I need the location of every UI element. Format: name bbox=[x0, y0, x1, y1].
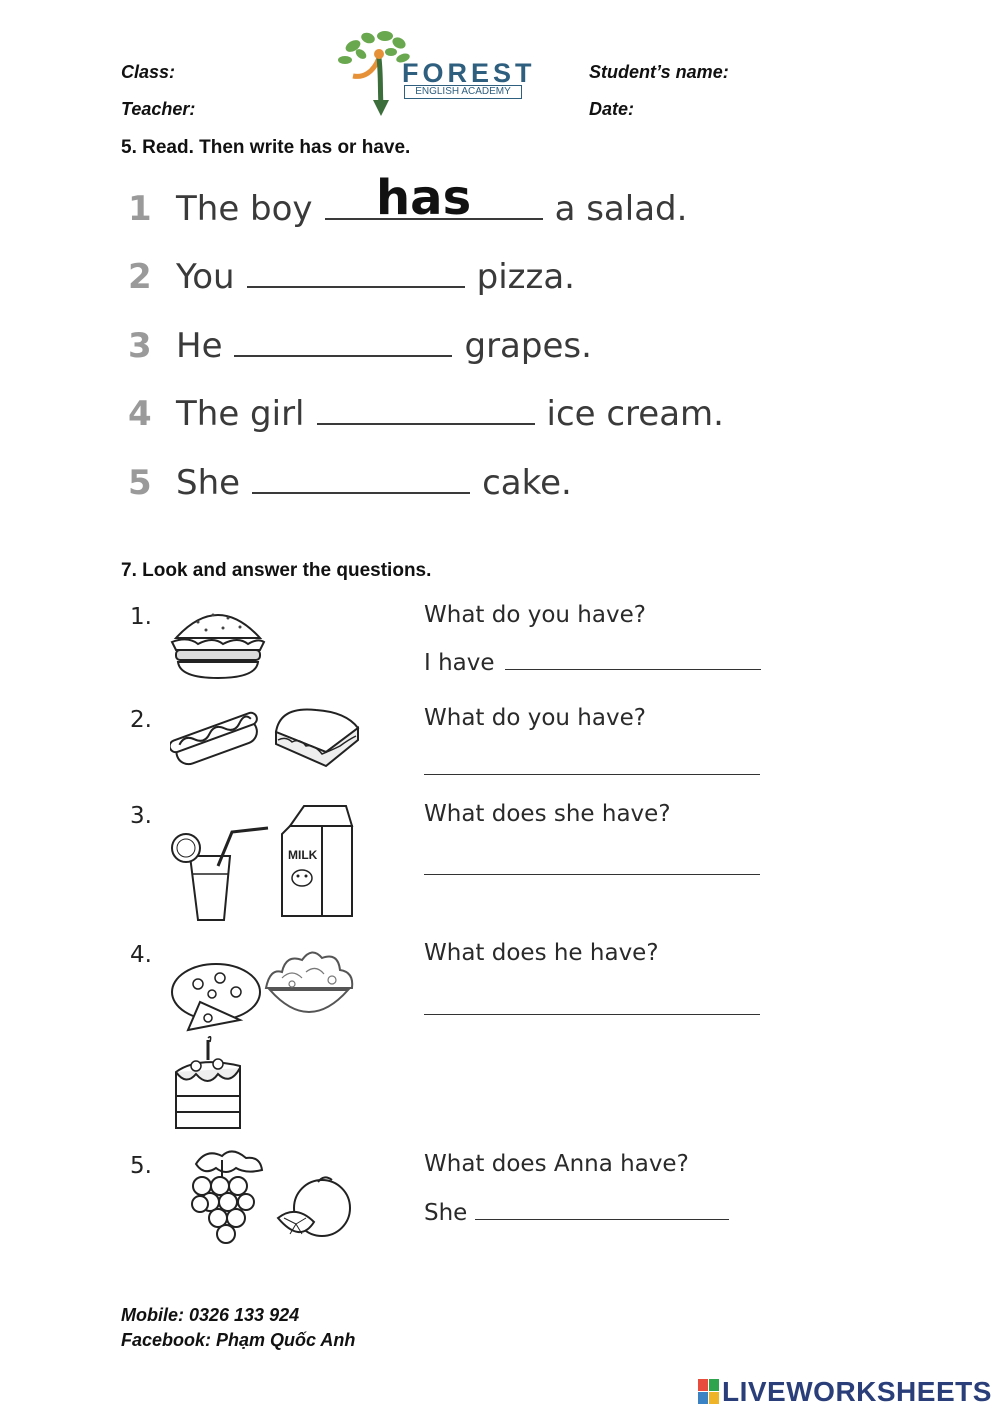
milk-label: MILK bbox=[288, 848, 318, 862]
question-number: 3. bbox=[130, 803, 152, 829]
answer-line[interactable] bbox=[424, 754, 760, 775]
burger-icon bbox=[168, 600, 268, 684]
sentence-text-before: He bbox=[176, 326, 223, 366]
answer-row bbox=[424, 649, 761, 676]
logo-title: FOREST bbox=[402, 58, 536, 88]
answer-line[interactable] bbox=[505, 649, 761, 670]
orange-icon bbox=[274, 1174, 354, 1248]
sentence-text-before: The girl bbox=[176, 394, 305, 434]
answer-line[interactable] bbox=[424, 994, 760, 1015]
liveworksheets-brand[interactable]: LIVEWORKSHEETS bbox=[722, 1376, 992, 1407]
answer-prefix: She bbox=[424, 1200, 468, 1226]
answer-blank[interactable] bbox=[317, 393, 535, 425]
answer-blank[interactable] bbox=[252, 462, 470, 494]
sentence-text-after: ice cream. bbox=[546, 394, 724, 434]
pizza-icon bbox=[168, 958, 264, 1034]
sentence-text-before: She bbox=[176, 463, 241, 503]
sentence-text-after: a salad. bbox=[554, 189, 688, 229]
class-label: Class: bbox=[121, 62, 176, 82]
grapes-icon bbox=[176, 1146, 268, 1248]
salad-icon bbox=[262, 938, 356, 1034]
student-name-label: Student’s name: bbox=[589, 62, 729, 82]
section5-title: 5. Read. Then write has or have. bbox=[121, 137, 411, 158]
lemonade-icon bbox=[168, 826, 272, 924]
answer-line[interactable] bbox=[475, 1199, 729, 1220]
sentence-number: 2 bbox=[128, 257, 152, 297]
sentence-4 bbox=[128, 393, 724, 434]
sentence-3 bbox=[128, 325, 592, 366]
section7-title: 7. Look and answer the questions. bbox=[121, 560, 432, 581]
question-text: What do you have? bbox=[424, 705, 646, 731]
question-number: 4. bbox=[130, 942, 152, 968]
teacher-label: Teacher: bbox=[121, 99, 196, 119]
sentence-number: 4 bbox=[128, 394, 152, 434]
liveworksheets-logo-icon bbox=[698, 1379, 720, 1405]
sentence-text-before: You bbox=[176, 257, 235, 297]
sentence-text-after: cake. bbox=[482, 463, 572, 503]
sentence-number: 5 bbox=[128, 463, 152, 503]
facebook-info: Facebook: Phạm Quốc Anh bbox=[121, 1330, 356, 1350]
sentence-number: 3 bbox=[128, 326, 152, 366]
answer-row bbox=[424, 754, 760, 775]
answer-line[interactable] bbox=[424, 854, 760, 875]
answer-row bbox=[424, 994, 760, 1015]
answer-prefix: I have bbox=[424, 650, 495, 676]
question-text: What does she have? bbox=[424, 801, 671, 827]
sandwich-icon bbox=[266, 702, 369, 775]
sentence-5 bbox=[128, 462, 572, 503]
hot-dog-icon bbox=[170, 708, 262, 772]
answer-row bbox=[424, 854, 760, 875]
cake-icon bbox=[168, 1036, 246, 1134]
question-number: 1. bbox=[130, 604, 152, 630]
sentence-text-after: grapes. bbox=[464, 326, 592, 366]
date-label: Date: bbox=[589, 99, 635, 119]
answer-blank[interactable] bbox=[247, 256, 465, 288]
milk-carton-icon bbox=[278, 804, 356, 920]
mobile-info: Mobile: 0326 133 924 bbox=[121, 1305, 300, 1325]
question-text: What does Anna have? bbox=[424, 1151, 689, 1177]
sentence-2 bbox=[128, 256, 575, 297]
question-text: What does he have? bbox=[424, 940, 659, 966]
sentence-number: 1 bbox=[128, 189, 152, 229]
sentence-text-before: The boy bbox=[176, 189, 313, 229]
question-text: What do you have? bbox=[424, 602, 646, 628]
answer-blank[interactable] bbox=[234, 325, 452, 357]
question-number: 5. bbox=[130, 1153, 152, 1179]
sentence-text-after: pizza. bbox=[476, 257, 575, 297]
filled-answer: has bbox=[376, 170, 472, 226]
answer-row bbox=[424, 1199, 729, 1226]
logo-subtitle: ENGLISH ACADEMY bbox=[404, 85, 522, 99]
question-number: 2. bbox=[130, 707, 152, 733]
